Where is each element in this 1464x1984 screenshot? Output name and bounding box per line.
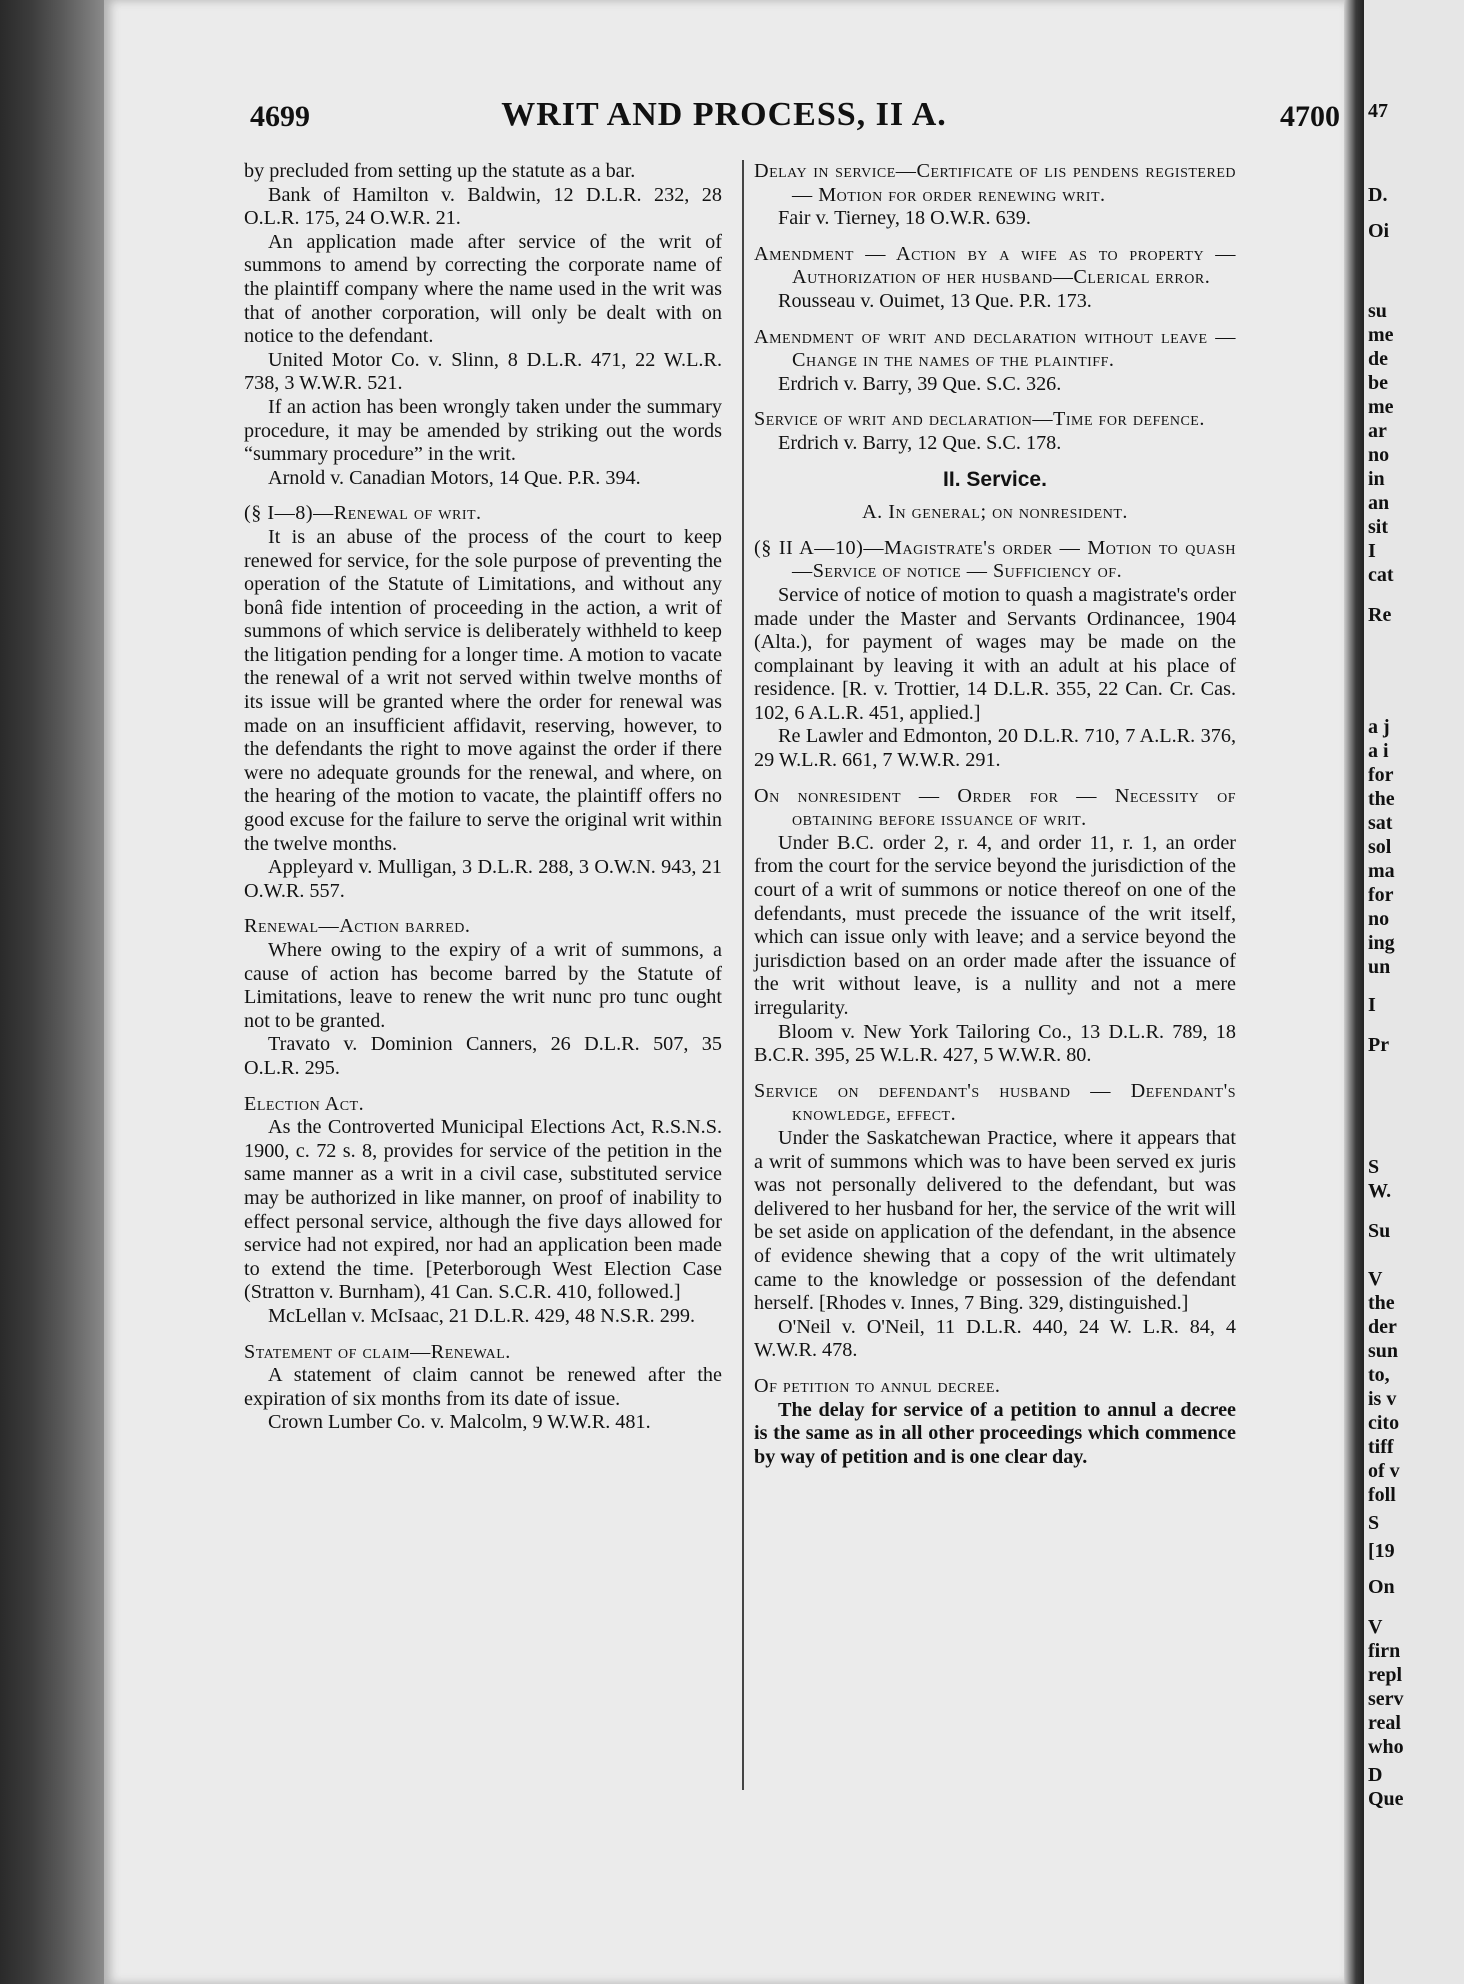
next-page-fragment: foll (1368, 1484, 1396, 1506)
next-page-fragment: ing (1368, 932, 1395, 954)
citation: Bloom v. New York Tailoring Co., 13 D.L.R. 789, 18 B.C.R. 395, 25 W.L.R. 427, 5 W.W.R. 80. (754, 1020, 1236, 1067)
citation: United Motor Co. v. Slinn, 8 D.L.R. 471, 22 W.L.R. 738, 3 W.W.R. 521. (244, 348, 722, 395)
next-page-fragment: I (1368, 994, 1376, 1016)
page-gutter (1344, 0, 1364, 1984)
page-number-left: 4699 (250, 100, 310, 133)
next-page-fragment: in (1368, 468, 1385, 490)
next-page-fragment: I (1368, 540, 1376, 562)
next-page-fragment: S (1368, 1156, 1380, 1178)
citation: Appleyard v. Mulligan, 3 D.L.R. 288, 3 O.W.N. 943, 21 O.W.R. 557. (244, 856, 722, 902)
next-page-fragment: sol (1368, 836, 1392, 858)
paragraph: As the Controverted Municipal Elections Act, R.S.N.S. 1900, c. 72 s. 8, provides for service of the petition in the same manner as a writ in a civil case, substituted service may be authorized in like manner, on proof of inability to effect personal service, although the five days allowed for service had not expired, nor had an application been made to extend the time. [Peterborough West Election Case (Stratton v. Burnham), 41 Can. S.C.R. 410, followed.] (244, 1116, 722, 1304)
right-column (754, 160, 1236, 1469)
next-page-fragment: the (1368, 1292, 1395, 1314)
paragraph: by precluded from setting up the statute as a bar. (244, 160, 636, 182)
section-heading: Delay in service—Certificate of lis pendens registered — Motion for order renewing writ. (754, 160, 1236, 206)
next-page-fragment: [19 (1368, 1540, 1395, 1562)
next-page-fragment: no (1368, 908, 1390, 930)
running-title: WRIT AND PROCESS, II A. (501, 96, 947, 133)
next-page-fragment: ar (1368, 420, 1387, 442)
next-page-fragment: for (1368, 764, 1394, 786)
next-page-fragment: cito (1368, 1412, 1400, 1434)
section-heading: Amendment of writ and declaration without leave — Change in the names of the plaintiff. (754, 325, 1236, 372)
next-page-fragment: real (1368, 1712, 1401, 1734)
next-page-fragment: Su (1368, 1220, 1391, 1242)
next-page-fragment: a i (1368, 740, 1389, 762)
subsection-title: A. In general; on nonresident. (862, 501, 1128, 524)
next-page-fragment: un (1368, 956, 1391, 978)
citation: McLellan v. McIsaac, 21 D.L.R. 429, 48 N.S.R. 299. (268, 1304, 696, 1327)
citation: O'Neil v. O'Neil, 11 D.L.R. 440, 24 W. L.R. 84, 4 W.W.R. 478. (754, 1315, 1236, 1362)
section-title: II. Service. (943, 467, 1047, 491)
section-heading: On nonresident — Order for — Necessity of obtaining before issuance of writ. (754, 784, 1236, 831)
citation: Fair v. Tierney, 18 O.W.R. 639. (778, 207, 1031, 230)
column-divider (742, 160, 744, 1790)
next-page-fragment: a j (1368, 716, 1390, 738)
next-page-fragment: V (1368, 1616, 1383, 1638)
paragraph: Where owing to the expiry of a writ of summons, a cause of action has become barred by the Statute of Limitations, leave to renew the writ nunc pro tunc ought not to be granted. (244, 939, 722, 1032)
next-page-fragment: sun (1368, 1340, 1399, 1362)
next-page-fragment: of v (1368, 1460, 1400, 1482)
next-page-fragment: der (1368, 1316, 1397, 1338)
next-page-fragment: 47 (1368, 100, 1388, 122)
next-page-fragment: an (1368, 492, 1390, 514)
citation: Crown Lumber Co. v. Malcolm, 9 W.W.R. 481. (268, 1411, 651, 1434)
section-heading: Of petition to annul decree. (754, 1374, 1001, 1397)
paragraph: An application made after service of the writ of summons to amend by correcting the corporate name of the plaintiff company where the name used in the writ was that of another corporation, will only be dealt with on notice to the defendant. (244, 230, 722, 348)
next-page-fragment: D (1368, 1764, 1383, 1786)
next-page-fragment: sat (1368, 812, 1393, 834)
section-heading: (§ II A—10)—Magistrate's order — Motion to quash—Service of notice — Sufficiency of. (754, 536, 1236, 583)
next-page-fragment: D. (1368, 184, 1388, 206)
next-page-fragment: serv (1368, 1688, 1404, 1710)
book-page (104, 0, 1344, 1984)
citation: Bank of Hamilton v. Baldwin, 12 D.L.R. 232, 28 O.L.R. 175, 24 O.W.R. 21. (244, 183, 722, 230)
next-page-fragment: Oi (1368, 220, 1390, 242)
book-spine (0, 0, 104, 1984)
next-page-fragment: Re (1368, 604, 1392, 626)
next-page-fragment: who (1368, 1736, 1404, 1758)
next-page-fragment: for (1368, 884, 1394, 906)
next-page-fragment: de (1368, 348, 1388, 370)
section-heading: Amendment — Action by a wife as to property — Authorization of her husband—Clerical error. (754, 242, 1236, 289)
next-page-edge (1364, 0, 1464, 1984)
next-page-fragment: me (1368, 396, 1394, 418)
paragraph: Service of notice of motion to quash a magistrate's order made under the Master and Servants Ordinancee, 1904 (Alta.), for payment of wages may be made on the complainant by leaving it with an adult at his place of residence. [R. v. Trottier, 14 D.L.R. 355, 22 Can. Cr. Cas. 102, 6 A.L.R. 451, applied.] (754, 583, 1236, 724)
paragraph: Under the Saskatchewan Practice, where it appears that a writ of summons which was to have been served ex juris was not personally delivered to the defendant, but was delivered to her husband for her, the service of the writ will be set aside on application of the defendant, in the absence of evidence shewing that a copy of the writ ultimately came to the knowledge or possession of the defendant herself. [Rhodes v. Innes, 7 Bing. 329, distinguished.] (754, 1126, 1236, 1315)
next-page-fragment: Que (1368, 1788, 1404, 1810)
next-page-fragment: tiff (1368, 1436, 1394, 1458)
citation: Erdrich v. Barry, 12 Que. S.C. 178. (778, 431, 1062, 454)
next-page-fragment: V (1368, 1268, 1383, 1290)
paragraph: It is an abuse of the process of the court to keep renewed for service, for the sole purpose of preventing the operation of the Statute of Limitations, and without any bonâ fide intention of proceeding in the action, a writ of summons of which service is deliberately withheld to keep the litigation pending for a longer time. A motion to vacate the renewal of a writ not served within twelve months of its issue will be granted where the order for renewal was made on an insufficient affidavit, reserving, however, to the defendants the right to move against the order if there were no adequate grounds for the renewal, and where, on the hearing of the motion to vacate, the plaintiff offers no good excuse for the failure to serve the original writ within the twelve months. (244, 525, 722, 855)
next-page-fragment: su (1368, 300, 1387, 322)
paragraph: The delay for service of a petition to annul a decree is the same as in all other proceedings which commence by way of petition and is one clear day. (754, 1398, 1236, 1468)
citation: Erdrich v. Barry, 39 Que. S.C. 326. (778, 372, 1062, 395)
page-number-right: 4700 (1280, 100, 1340, 133)
citation: Travato v. Dominion Canners, 26 D.L.R. 507, 35 O.L.R. 295. (244, 1033, 722, 1079)
next-page-fragment: be (1368, 372, 1388, 394)
next-page-fragment: W. (1368, 1180, 1392, 1202)
next-page-fragment: Pr (1368, 1034, 1390, 1056)
section-heading: (§ I—8)—Renewal of writ. (244, 502, 482, 525)
left-column (244, 160, 722, 1435)
citation: Arnold v. Canadian Motors, 14 Que. P.R. 394. (268, 466, 641, 489)
next-page-fragment: On (1368, 1576, 1395, 1598)
next-page-fragment: S (1368, 1512, 1380, 1534)
next-page-fragment: firn (1368, 1640, 1401, 1662)
section-heading: Statement of claim—Renewal. (244, 1340, 511, 1363)
section-heading: Service of writ and declaration—Time for defence. (754, 408, 1205, 431)
next-page-fragment: no (1368, 444, 1390, 466)
next-page-fragment: sit (1368, 516, 1388, 538)
next-page-fragment: repl (1368, 1664, 1403, 1686)
paragraph: A statement of claim cannot be renewed after the expiration of six months from its date of issue. (244, 1364, 722, 1410)
next-page-fragment: to, (1368, 1364, 1390, 1386)
next-page-fragment: cat (1368, 564, 1394, 586)
section-heading: Election Act. (244, 1092, 365, 1115)
next-page-fragment: me (1368, 324, 1394, 346)
next-page-fragment: is v (1368, 1388, 1397, 1410)
paragraph: If an action has been wrongly taken under the summary procedure, it may be amended by striking out the words “summary procedure” in the writ. (244, 395, 722, 466)
citation: Re Lawler and Edmonton, 20 D.L.R. 710, 7 A.L.R. 376, 29 W.L.R. 661, 7 W.W.R. 291. (754, 725, 1236, 772)
citation: Rousseau v. Ouimet, 13 Que. P.R. 173. (778, 289, 1092, 312)
paragraph: Under B.C. order 2, r. 4, and order 11, r. 1, an order from the court for the service beyond the jurisdiction of the court of a writ of summons or notice thereof on one of the defendants, must precede the issuance of the writ itself, which can issue only with leave; and a service beyond the jurisdiction based on an order made after the issuance of the writ without leave, is a nullity and not a mere irregularity. (754, 831, 1236, 1019)
section-heading: Service on defendant's husband — Defendant's knowledge, effect. (754, 1079, 1236, 1126)
section-heading: Renewal—Action barred. (244, 915, 471, 938)
next-page-fragment: the (1368, 788, 1395, 810)
next-page-fragment: ma (1368, 860, 1395, 882)
